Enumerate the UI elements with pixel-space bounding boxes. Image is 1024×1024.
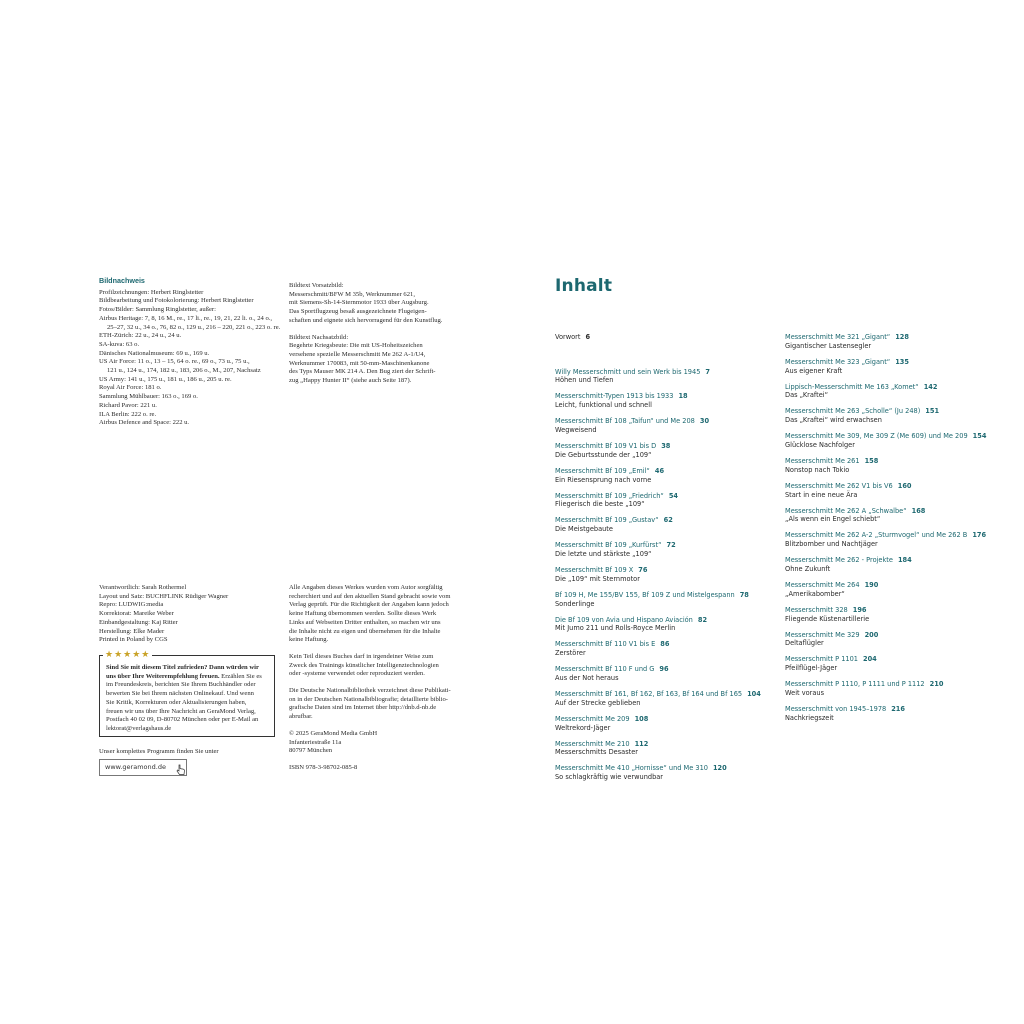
toc-entry[interactable] [555, 665, 780, 690]
toc-entry[interactable] [785, 581, 1010, 606]
toc-entry-subtitle: Das „Kraftei“ [785, 391, 829, 400]
toc-entry-subtitle: Wegweisend [555, 425, 597, 434]
toc-entry-subtitle: Zerstörer [555, 649, 586, 658]
toc-entry[interactable] [785, 457, 1010, 482]
publisher-address [289, 730, 479, 756]
toc-entry-page: 216 [891, 704, 905, 713]
toc-entry[interactable] [785, 407, 1010, 432]
toc-entry-page: 82 [697, 615, 708, 624]
toc-entry-subtitle: Messerschmitts Desaster [555, 748, 638, 757]
toc-entry[interactable] [785, 531, 1010, 556]
toc-entry-page: 62 [663, 516, 673, 525]
toc-entry-page: 151 [925, 407, 940, 416]
legal-line: Zweck des Trainings künstlicher Intelligenztechnologien [289, 661, 439, 669]
toc-entry[interactable] [555, 764, 780, 789]
toc-entry-page: 128 [895, 333, 909, 341]
front-caption-heading: Bildtext Vorsatzbild: [289, 282, 344, 289]
toc-entry-subtitle: Fliegerisch die beste „109“ [555, 500, 645, 509]
toc-entry-page: 204 [863, 655, 877, 664]
legal-line: abrufbar. [289, 713, 313, 721]
toc-entry-page: 30 [699, 417, 710, 426]
legal-line: Kein Teil dieses Buches darf in irgendeiner Weise zum [289, 652, 434, 660]
toc-entry[interactable] [785, 556, 1010, 581]
address-line: © 2025 GeraMond Media GmbH [289, 729, 378, 737]
toc-entry-page: 158 [864, 456, 879, 465]
toc-entry-page: 184 [897, 556, 912, 565]
credit-line: US Army: 141 u., 175 u., 181 u., 186 u., 205 u. re. [99, 375, 232, 383]
toc-entry-title: Messerschmitt Bf 110 F und G [555, 665, 655, 674]
toc-entry-subtitle: Das „Kraftei“ wird erwachsen [785, 416, 882, 425]
front-caption-lines [289, 291, 474, 326]
address-line: Infanteriestraße 11a [289, 738, 342, 746]
toc-entry-page: 108 [634, 714, 649, 723]
toc-entry[interactable] [555, 566, 780, 591]
toc-entry-title: Messerschmitt P 1110, P 1111 und P 1112 [785, 680, 925, 689]
toc-entry-title: Messerschmitt Me 329 [785, 630, 860, 639]
toc-entry-subtitle: So schlagkräftig wie verwundbar [555, 773, 664, 782]
toc-entry-page: 142 [923, 382, 938, 391]
feedback-lines [106, 681, 268, 733]
toc-entry-page: 112 [634, 739, 649, 748]
toc-entry-title: Messerschmitt-Typen 1913 bis 1933 [555, 392, 674, 401]
credit-line: 25–27, 32 u., 34 o., 76, 82 o., 129 u., 216 – 220, 221 o., 223 o. re. [107, 323, 281, 331]
feedback-bold-line-2: uns über Ihre Weiterempfehlung freuen. [106, 672, 220, 680]
credits-lines [99, 289, 284, 428]
toc-column-right [785, 333, 1010, 730]
toc-entry[interactable] [785, 705, 1010, 730]
toc-entry-title: Messerschmitt Bf 109 X [555, 565, 634, 574]
staff-line: Repro: LUDWIG:media [99, 601, 164, 609]
toc-entry-subtitle: Höhen und Tiefen [555, 376, 614, 385]
legal-line: grafische Daten sind im Internet über http://dnb.d-nb.de [289, 704, 437, 712]
back-caption-line: versehene spezielle Messerschmitt Me 262 A-1/U4, [289, 350, 426, 358]
toc-entry-page: 154 [972, 432, 987, 441]
toc-entry-page: 120 [712, 764, 727, 773]
toc-entry-title: Messerschmitt Me 261 [785, 456, 860, 465]
toc-entry-subtitle: Fliegende Küstenartillerie [785, 614, 870, 623]
credit-line: ETH-Zürich: 22 u., 24 u., 24 u. [99, 332, 182, 340]
staff-lines [99, 584, 284, 645]
legal-line: recherchiert und auf den aktuellen Stand gebracht sowie vom [289, 592, 451, 600]
legal-line: die Inhalte nicht zu eigen und übernehmen für die Inhalte [289, 627, 441, 635]
toc-entry[interactable] [785, 358, 1010, 383]
feedback-box [99, 649, 275, 737]
toc-entry-subtitle: Sonderlinge [555, 599, 595, 608]
toc-entry-title: Messerschmitt Bf 109 „Emil“ [555, 466, 650, 475]
toc-entry-title: Messerschmitt Bf 109 „Kurfürst“ [555, 541, 662, 550]
credit-line: Profilzeichnungen: Herbert Ringlstetter [99, 288, 204, 296]
toc-entry-subtitle: „Als wenn ein Engel schiebt“ [785, 515, 881, 524]
feedback-line: Sie Kritik, Korrekturen oder Aktualisierungen haben, [106, 698, 247, 706]
toc-entry[interactable] [785, 482, 1010, 507]
toc-entry-title: Messerschmitt Me 262 V1 bis V6 [785, 481, 893, 490]
toc-entry-subtitle: Mit Jumo 211 und Rolls-Royce Merlin [555, 624, 676, 633]
legal-line: Alle Angaben dieses Werkes wurden vom Autor sorgfältig [289, 584, 443, 591]
toc-entry-title: Bf 109 H, Me 155/BV 155, Bf 109 Z und Mistelgespann [555, 590, 735, 599]
legal-dnb-notice [289, 687, 479, 722]
toc-entry[interactable] [555, 333, 780, 368]
toc-entry-title: Messerschmitt Me 323 „Gigant“ [785, 357, 891, 366]
toc-entry-title: Messerschmitt Me 309, Me 309 Z (Me 609) und Me 209 [785, 432, 968, 441]
back-caption-lines [289, 342, 474, 386]
legal-line: Die Deutsche Nationalbibliothek verzeichnet diese Publikati- [289, 687, 451, 695]
toc-entry[interactable] [555, 690, 780, 715]
toc-entry-page: 54 [668, 491, 678, 500]
toc-column-left [555, 333, 780, 789]
toc-entry-title: Messerschmitt Bf 109 „Gustav“ [555, 516, 659, 525]
toc-entry-page: 135 [895, 357, 909, 366]
legal-line: Verlag geprüft. Für die Richtigkeit der Angaben kann jedoch [289, 601, 449, 609]
toc-entry-subtitle: Pfeilflügel-Jäger [785, 664, 838, 673]
toc-entry-subtitle: Nonstop nach Tokio [785, 465, 850, 474]
credit-line: Airbus Heritage: 7, 8, 16 M., re., 17 li., re., 19, 21, 22 li. o., 24 o., [99, 314, 273, 322]
toc-entry[interactable] [555, 442, 780, 467]
toc-entry-page: 200 [864, 630, 879, 639]
toc-entry[interactable] [555, 492, 780, 517]
credit-line: 121 u., 124 u., 174, 182 u., 183, 206 o., M., 207, Nachsatz [107, 367, 261, 375]
toc-entry[interactable] [555, 417, 780, 442]
toc-entry[interactable] [785, 383, 1010, 408]
toc-entry-title: Messerschmitt 328 [785, 605, 848, 614]
credit-line: Bildbearbeitung und Fotokolorierung: Herbert Ringlstetter [99, 297, 254, 305]
star-rating-icon: ★★★★★ [105, 649, 151, 659]
captions-block [289, 282, 474, 386]
toc-entry-title: Messerschmitt Bf 109 V1 bis D [555, 441, 657, 450]
toc-entry-subtitle: Auf der Strecke geblieben [555, 698, 641, 707]
feedback-line: lektorat@verlagshaus.de [106, 724, 172, 732]
toc-entry-page: 18 [678, 392, 688, 401]
toc-entry-subtitle: Aus eigener Kraft [785, 366, 843, 375]
website-url: www.geramond.de [105, 763, 166, 771]
toc-entry[interactable] [555, 467, 780, 492]
staff-line: Herstellung: Elke Mader [99, 627, 165, 635]
toc-entry[interactable] [555, 541, 780, 566]
toc-entry-subtitle: „Amerikabomber“ [785, 589, 845, 598]
toc-entry-subtitle: Die „109“ mit Sternmotor [555, 574, 640, 583]
toc-entry[interactable] [785, 655, 1010, 680]
toc-entry-subtitle: Aus der Not heraus [555, 673, 619, 682]
toc-entry-page: 160 [897, 481, 912, 490]
back-caption-line: Begehrte Kriegsbeute: Die mit US-Hoheitszeichen [289, 342, 423, 350]
feedback-line-2-rest: Erzählen Sie es [219, 672, 262, 680]
toc-entry-title: Messerschmitt Me 262 A „Schwalbe“ [785, 506, 907, 515]
feedback-line: im Freundeskreis, berichten Sie Ihrem Buchhändler oder [106, 681, 256, 689]
staff-line: Printed in Poland by CGS [99, 636, 168, 644]
toc-entry-title: Messerschmitt von 1945–1978 [785, 704, 887, 713]
toc-entry[interactable] [555, 392, 780, 417]
back-caption-heading: Bildtext Nachsatzbild: [289, 333, 349, 341]
toc-entry-page: 190 [864, 580, 879, 589]
toc-entry-subtitle: Ohne Zukunft [785, 564, 831, 573]
front-caption-line: mit Siemens-Sh-14-Sternmotor 1933 über Augsburg. [289, 299, 429, 307]
back-caption-line: Werknummer 170083, mit 50-mm-Maschinenkanone [289, 359, 430, 367]
toc-entry-subtitle: Blitzbomber und Nachtjäger [785, 540, 878, 549]
front-caption-line: schaften und eignete sich hervorragend für den Kunstflug. [289, 316, 443, 324]
credit-line: Royal Air Force: 181 o. [99, 384, 162, 392]
toc-entry-subtitle: Start in eine neue Ära [785, 490, 858, 499]
toc-entry-title: Die Bf 109 von Avia und Hispano Aviación [555, 615, 693, 624]
credit-line: Sammlung Mühlbauer: 163 o., 169 o. [99, 393, 198, 401]
credit-line: SA-kuva: 63 o. [99, 340, 140, 348]
credit-line: US Air Force: 11 o., 13 – 15, 64 o. re., 69 o., 73 u., 75 u., [99, 358, 250, 366]
toc-entry-title: Messerschmitt P 1101 [785, 655, 858, 664]
toc-entry-title: Messerschmitt Me 262 - Projekte [785, 556, 893, 565]
toc-entry-subtitle: Die letzte und stärkste „109“ [555, 549, 652, 558]
toc-entry[interactable] [555, 368, 780, 393]
credit-line: Airbus Defence and Space: 222 u. [99, 419, 190, 427]
toc-entry-title: Willy Messerschmitt und sein Werk bis 1945 [555, 367, 701, 376]
hand-cursor-icon [176, 764, 185, 775]
toc-entry-title: Messerschmitt Bf 108 „Taifun“ und Me 208 [555, 417, 695, 426]
toc-entry-title: Messerschmitt Me 321 „Gigant“ [785, 333, 891, 341]
toc-entry-page: 168 [911, 506, 926, 515]
toc-entry-page: 46 [654, 466, 665, 475]
toc-entry[interactable] [785, 680, 1010, 705]
address-line: 80797 München [289, 747, 333, 755]
staff-line: Einbandgestaltung: Kaj Ritter [99, 618, 178, 626]
website-link-button[interactable] [99, 759, 187, 776]
credits-heading: Bildnachweis [99, 276, 145, 285]
toc-entry-title: Messerschmitt Bf 109 „Friedrich“ [555, 491, 664, 500]
legal-line: on in der Deutschen Nationalbibliografie; detaillierte biblio- [289, 695, 448, 703]
toc-entry-title: Messerschmitt Me 209 [555, 714, 630, 723]
back-caption-line: zug „Happy Hunter II“ (siehe auch Seite 187). [289, 377, 412, 385]
toc-entry-page: 38 [661, 441, 671, 450]
credit-line: Fotos/Bilder: Sammlung Ringlstetter, außer: [99, 306, 216, 314]
credits-block [99, 277, 284, 428]
toc-entry[interactable] [785, 606, 1010, 631]
toc-entry-subtitle: Gigantischer Lastensegler [785, 341, 872, 350]
toc-entry-page: 7 [705, 367, 710, 376]
toc-entry-title: Vorwort [555, 333, 581, 341]
legal-ai-notice [289, 653, 479, 679]
toc-entry-title: Messerschmitt Bf 161, Bf 162, Bf 163, Bf 164 und Bf 165 [555, 689, 743, 698]
toc-entry-page: 176 [972, 531, 987, 540]
toc-entry-page: 6 [585, 333, 591, 341]
front-caption-line: Messerschmitt/BFW M 35b, Werknummer 621, [289, 290, 415, 298]
toc-entry[interactable] [555, 516, 780, 541]
toc-entry[interactable] [555, 616, 780, 641]
staff-block [99, 584, 284, 645]
legal-block [289, 584, 479, 773]
toc-entry-page: 78 [739, 590, 749, 599]
toc-entry-subtitle: Die Meistgebaute [555, 525, 613, 534]
toc-entry[interactable] [785, 432, 1010, 457]
toc-entry[interactable] [785, 333, 1010, 358]
credit-line: Richard Pavor: 221 u. [99, 401, 157, 409]
toc-entry-subtitle: Ein Riesensprung nach vorne [555, 475, 652, 484]
legal-line: keine Haftung. [289, 636, 329, 644]
toc-entry[interactable] [555, 591, 780, 616]
toc-entry-subtitle: Deltaflügler [785, 639, 824, 648]
toc-title: Inhalt [555, 276, 613, 296]
toc-entry-title: Messerschmitt Me 410 „Hornisse“ und Me 310 [555, 764, 708, 773]
staff-line: Layout und Satz: BUCHFLINK Rüdiger Wagner [99, 592, 229, 600]
toc-entry[interactable] [555, 640, 780, 665]
staff-line: Verantwortlich: Sarah Rothermel [99, 584, 187, 591]
feedback-line: freuen wir uns über Ihre Nachricht an GeraMond Verlag, [106, 707, 256, 715]
toc-entry[interactable] [785, 631, 1010, 656]
toc-entry-subtitle: Die Geburtsstunde der „109“ [555, 450, 652, 459]
feedback-line: Postfach 40 02 09, D-80702 München oder per E-Mail an [106, 716, 259, 724]
program-text: Unser komplettes Programm finden Sie unter [99, 748, 219, 755]
toc-entry-title: Messerschmitt Me 210 [555, 739, 630, 748]
toc-entry-subtitle: Nachkriegszeit [785, 713, 834, 722]
toc-entry-subtitle: Weltrekord-Jäger [555, 723, 611, 732]
toc-entry[interactable] [785, 507, 1010, 532]
toc-entry-subtitle: Weit voraus [785, 688, 825, 697]
toc-entry[interactable] [555, 740, 780, 765]
toc-entry-title: Lippisch-Messerschmitt Me 163 „Komet“ [785, 382, 919, 391]
toc-entry-title: Messerschmitt Me 263 „Scholle“ (Ju 248) [785, 407, 921, 416]
feedback-bold-line: Sind Sie mit diesem Titel zufrieden? Dann würden wir [106, 664, 259, 671]
legal-disclaimer [289, 584, 479, 645]
toc-entry-page: 76 [638, 565, 648, 574]
legal-line: oder -systeme verwendet oder reproduziert werden. [289, 670, 425, 678]
toc-entry-subtitle: Leicht, funktional und schnell [555, 401, 652, 410]
front-caption-line: Das Sportflugzeug besaß ausgezeichnete Flugeigen- [289, 308, 427, 316]
toc-entry-title: Messerschmitt Bf 110 V1 bis E [555, 640, 656, 649]
toc-entry-title: Messerschmitt Me 262 A-2 „Sturmvogel“ und Me 262 B [785, 531, 968, 540]
staff-line: Korrektorat: Mareike Weber [99, 610, 174, 618]
toc-entry-page: 86 [660, 640, 670, 649]
isbn: ISBN 978-3-98702-085-8 [289, 763, 358, 771]
feedback-line: bewerten Sie bei Ihrem nächsten Onlinekauf. Und wenn [106, 690, 254, 698]
credit-line: ILA Berlin: 222 o. re. [99, 410, 157, 418]
back-caption-line: des Typs Mauser MK 214 A. Den Bug ziert der Schrift- [289, 368, 436, 376]
toc-entry-page: 96 [659, 665, 669, 674]
toc-entry-subtitle: Glücklose Nachfolger [785, 440, 855, 449]
legal-line: keine Haftung übernommen werden. Sollte dieses Werk [289, 610, 437, 618]
credit-line: Dänisches Nationalmuseum: 69 u., 169 u. [99, 349, 210, 357]
toc-entry-page: 104 [747, 689, 761, 698]
legal-line: Links auf Webseiten Dritter enthalten, so machen wir uns [289, 618, 441, 626]
toc-entry-title: Messerschmitt Me 264 [785, 580, 860, 589]
toc-entry-page: 196 [852, 605, 867, 614]
toc-entry-page: 210 [929, 680, 944, 689]
toc-entry[interactable] [555, 715, 780, 740]
toc-entry-page: 72 [666, 541, 676, 550]
